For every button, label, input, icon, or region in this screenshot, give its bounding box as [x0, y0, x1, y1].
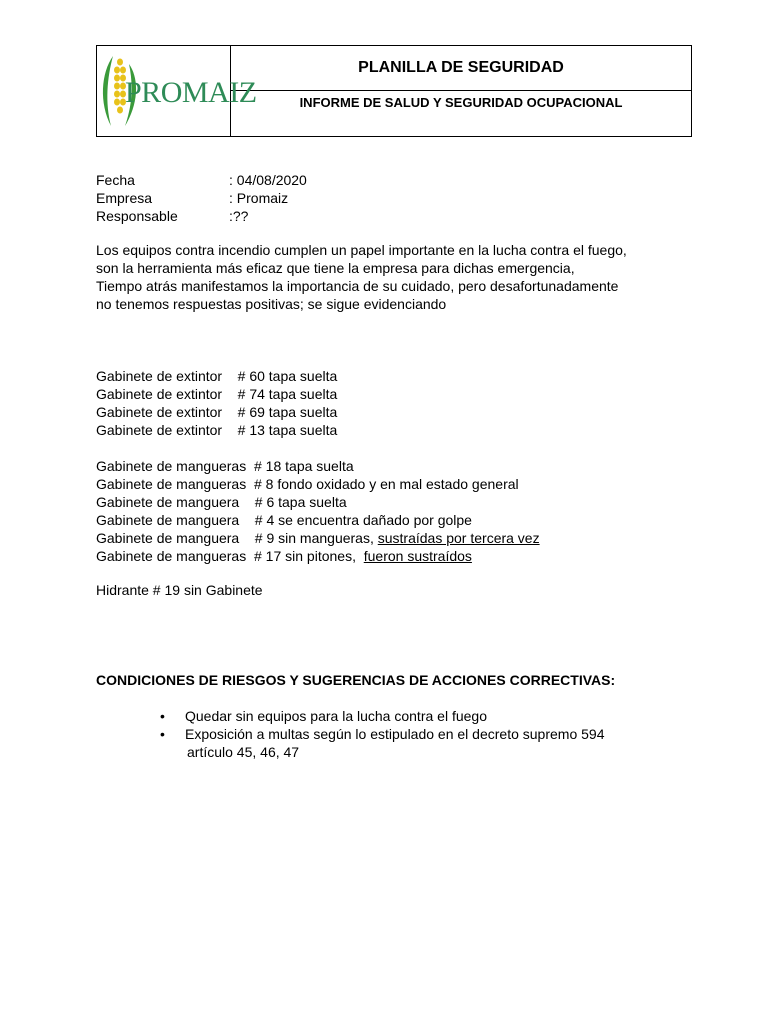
header-table	[96, 45, 692, 137]
mangueras-list	[96, 457, 540, 565]
paragraph-line: Tiempo atrás manifestamos la importancia de su cuidado, pero desafortunadamente	[96, 278, 619, 294]
list-item	[96, 493, 540, 511]
list-item	[96, 475, 540, 493]
item-detail: # 8 fondo oxidado y en mal estado general	[254, 476, 519, 492]
paragraph-line: no tenemos respuestas positivas; se sigue evidenciando	[96, 296, 447, 312]
list-item	[96, 547, 540, 565]
list-item	[96, 511, 540, 529]
meta-row-fecha	[96, 171, 307, 189]
logo-text: PROMAIZ	[125, 76, 257, 109]
meta-value: : 04/08/2020	[229, 172, 307, 188]
item-underlined-note: sustraídas por tercera vez	[377, 530, 540, 546]
item-detail: # 18 tapa suelta	[254, 458, 354, 474]
list-item	[96, 529, 540, 547]
item-label: Gabinete de mangueras	[96, 548, 254, 564]
meta-value: :??	[229, 208, 249, 224]
bullet-list	[160, 707, 604, 761]
item-label: Gabinete de manguera	[96, 530, 255, 546]
item-detail: # 6 tapa suelta	[254, 494, 347, 510]
bullet-item	[160, 707, 604, 725]
item-detail: # 69 tapa suelta	[237, 404, 338, 420]
bullet-text: Quedar sin equipos para la lucha contra el fuego	[185, 708, 487, 724]
meta-label: Fecha	[96, 172, 135, 188]
meta-row-responsable	[96, 207, 307, 225]
bullet-icon: •	[160, 726, 165, 742]
section-heading: CONDICIONES DE RIESGOS Y SUGERENCIAS DE ACCIONES CORRECTIVAS:	[96, 672, 616, 688]
item-label: Gabinete de manguera	[96, 512, 255, 528]
meta-row-empresa	[96, 189, 307, 207]
item-detail: # 13 tapa suelta	[237, 422, 338, 438]
item-detail: # 17 sin pitones,	[254, 548, 364, 564]
list-item	[96, 421, 337, 439]
paragraph-line: son la herramienta más eficaz que tiene la empresa para dichas emergencia,	[96, 260, 575, 276]
extintores-list	[96, 367, 337, 439]
item-label: Gabinete de mangueras	[96, 476, 254, 492]
item-label: Gabinete de mangueras	[96, 458, 254, 474]
item-detail: # 60 tapa suelta	[237, 368, 338, 384]
title-column	[231, 46, 691, 136]
paragraph-line: Los equipos contra incendio cumplen un papel importante en la lucha contra el fuego,	[96, 242, 627, 258]
item-label: Gabinete de manguera	[96, 494, 255, 510]
item-label: Gabinete de extintor	[96, 404, 238, 420]
item-underlined-note: fueron sustraídos	[363, 548, 472, 564]
item-detail: # 74 tapa suelta	[237, 386, 338, 402]
document-meta	[96, 171, 307, 225]
intro-paragraph	[96, 241, 627, 313]
bullet-continuation: artículo 45, 46, 47	[187, 744, 300, 760]
bullet-text: Exposición a multas según lo estipulado en el decreto supremo 594	[185, 726, 605, 742]
meta-label: Responsable	[96, 208, 178, 224]
list-item	[96, 367, 337, 385]
item-label: Gabinete de extintor	[96, 386, 238, 402]
meta-label: Empresa	[96, 190, 153, 206]
list-item	[96, 403, 337, 421]
list-item	[96, 457, 540, 475]
meta-value: : Promaiz	[229, 190, 289, 206]
item-detail: # 9 sin mangueras,	[254, 530, 378, 546]
document-subtitle: INFORME DE SALUD Y SEGURIDAD OCUPACIONAL	[299, 94, 623, 110]
item-detail: # 4 se encuentra dañado por golpe	[254, 512, 472, 528]
list-item	[96, 385, 337, 403]
bullet-item	[160, 725, 604, 743]
item-label: Gabinete de extintor	[96, 368, 238, 384]
item-label: Gabinete de extintor	[96, 422, 238, 438]
company-logo	[97, 46, 257, 136]
bullet-icon: •	[160, 708, 165, 724]
document-title: PLANILLA DE SEGURIDAD	[231, 46, 691, 91]
hidrante-note: Hidrante # 19 sin Gabinete	[96, 582, 263, 598]
